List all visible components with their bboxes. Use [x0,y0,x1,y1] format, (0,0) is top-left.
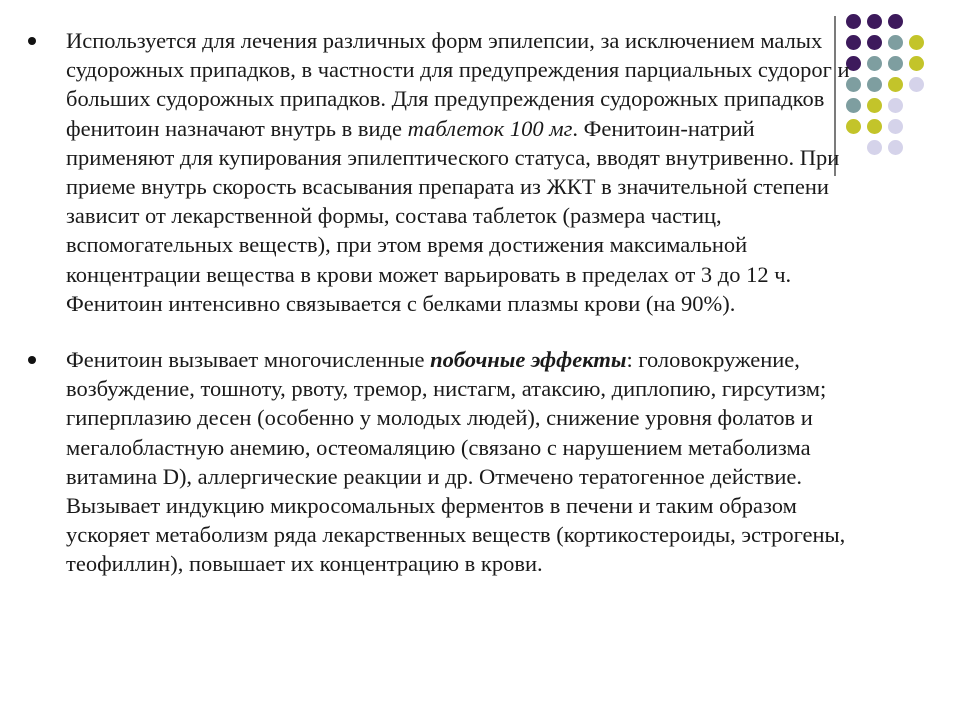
bullet-item-side-effects [28,345,858,579]
slide-content [28,26,858,579]
decorative-dot [888,140,903,155]
decorative-dot [888,77,903,92]
bullet-text-part: Используется для лечения различных форм эпилепсии, за исключением малых судорожных припадков, в частности для предупреждения парциальных судорог и больших судорожных припадков. Для предупреждения судорожных припадков фенитоин назначают внутрь в виде [66,28,850,141]
decorative-dot [867,119,882,134]
decorative-dot [909,35,924,50]
decorative-dot [867,140,882,155]
bullet-emphasis-side-effects: побочные эффекты [430,347,627,373]
decorative-dot [909,56,924,71]
decorative-dot [909,77,924,92]
decorative-dot [867,77,882,92]
bullet-dot-icon [28,37,36,45]
bullet-text-part: Фенитоин вызывает многочисленные [66,347,431,373]
decorative-dot [867,14,882,29]
decorative-dot [888,98,903,113]
decorative-dot [888,14,903,29]
decorative-dot [867,98,882,113]
decorative-dot-grid [846,14,946,154]
bullet-emphasis-dosage: таблеток 100 мг [407,115,573,141]
bullet-item-usage [28,26,858,318]
decorative-dot [867,35,882,50]
bullet-dot-icon [28,356,36,364]
decorative-dot [888,35,903,50]
bullet-text-part: . Фенитоин-натрий применяют для купирования эпилептического статуса, вводят внутривенно. При приеме внутрь скорость всасывания препарата из ЖКТ в значительной степени зависит от лекарственной формы, состава таблеток (размера частиц, вспомогательных веществ), при этом время достижения максимальной концентрации вещества в крови может варьировать в пределах от 3 до 12 ч. Фенитоин интенсивно связывается с белками плазмы крови (на 90%). [66,115,840,316]
decorative-dot [888,119,903,134]
bullet-text-part: : головокружение, возбуждение, тошноту, рвоту, тремор, нистагм, атаксию, диплопию, гирсутизм; гиперплазию десен (особенно у молодых людей), снижение уровня фолатов и мегалобластную анемию, остеомаляцию (связано с нарушением метаболизма витамина D), аллергические реакции и др. Отмечено тератогенное действие. Вызывает индукцию микросомальных ферментов в печени и таким образом ускоряет метаболизм ряда лекарственных веществ (кортикостероиды, эстрогены, теофиллин), повышает их концентрацию в крови. [66,347,846,577]
decorative-dot [867,56,882,71]
decorative-dot [888,56,903,71]
